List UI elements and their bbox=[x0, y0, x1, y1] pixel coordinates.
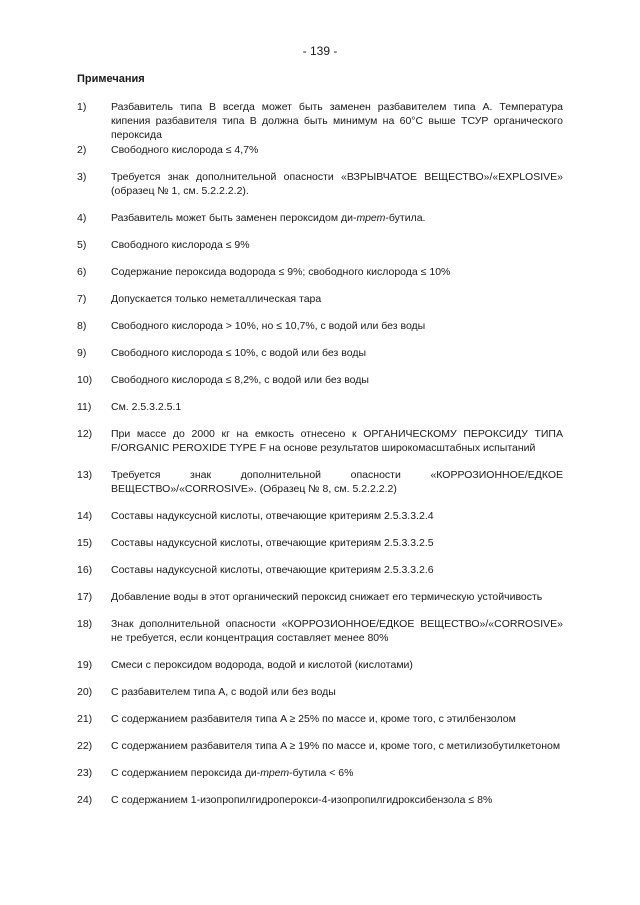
note-number: 1) bbox=[77, 101, 87, 113]
note-item bbox=[77, 400, 563, 414]
note-text: Допускается только неметаллическая тара bbox=[111, 293, 322, 305]
note-number: 11) bbox=[77, 401, 92, 413]
note-text: При массе до 2000 кг на емкость отнесено к ОРГАНИЧЕСКОМУ ПЕРОКСИДУ ТИПА F/ORGANIC PEROXIDE TYPE F на основе результатов широкомасштабных испытаний bbox=[111, 428, 563, 454]
note-number: 19) bbox=[77, 659, 93, 671]
note-number: 8) bbox=[77, 320, 87, 332]
note-text-part: С содержанием пероксида ди- bbox=[111, 767, 261, 779]
note-text: С разбавителем типа A, с водой или без воды bbox=[111, 686, 336, 698]
note-text-part: Разбавитель может быть заменен пероксидом ди- bbox=[111, 212, 357, 224]
note-number: 24) bbox=[77, 794, 93, 806]
note-text: Разбавитель типа B всегда может быть заменен разбавителем типа A. Температура кипения разбавителя типа B должна быть минимум на 60°C выше ТСУР органического пероксида bbox=[111, 101, 563, 141]
note-item bbox=[77, 590, 563, 604]
note-text: Свободного кислорода ≤ 10%, с водой или без воды bbox=[111, 347, 367, 359]
note-text: С содержанием 1-изопропилгидроперокси-4-изопропилгидроксибензола ≤ 8% bbox=[111, 794, 493, 806]
note-text: Свободного кислорода ≤ 4,7% bbox=[111, 144, 259, 156]
note-number: 13) bbox=[77, 469, 93, 481]
note-text bbox=[111, 211, 563, 225]
note-item bbox=[77, 658, 563, 672]
note-item bbox=[77, 563, 563, 577]
note-number: 9) bbox=[77, 347, 87, 359]
note-item bbox=[77, 427, 563, 455]
note-text-italic: трет bbox=[260, 767, 290, 779]
note-number: 2) bbox=[77, 144, 87, 156]
note-item bbox=[77, 536, 563, 550]
note-text: Требуется знак дополнительной опасности «ВЗРЫВЧАТОЕ ВЕЩЕСТВО»/«EXPLOSIVE» (образец № 1, см. 5.2.2.2.2). bbox=[111, 171, 563, 197]
note-item bbox=[77, 712, 563, 726]
note-item bbox=[77, 143, 563, 157]
note-item bbox=[77, 211, 563, 225]
page-number: - 139 - bbox=[302, 44, 338, 58]
note-number: 18) bbox=[77, 618, 93, 630]
note-number: 15) bbox=[77, 537, 93, 549]
note-text: См. 2.5.3.2.5.1 bbox=[111, 401, 182, 413]
note-number: 3) bbox=[77, 171, 87, 183]
note-number: 12) bbox=[77, 428, 93, 440]
note-item bbox=[77, 373, 563, 387]
note-item bbox=[77, 100, 563, 142]
note-text: Свободного кислорода ≤ 8,2%, с водой или без воды bbox=[111, 374, 369, 386]
note-item bbox=[77, 346, 563, 360]
note-number: 5) bbox=[77, 239, 87, 251]
note-text: Знак дополнительной опасности «КОРРОЗИОННОЕ/ЕДКОЕ ВЕЩЕСТВО»/«CORROSIVE» не требуется, если концентрация составляет менее 80% bbox=[111, 618, 563, 644]
note-text-part: -бутила < 6% bbox=[289, 767, 354, 779]
note-text: Содержание пероксида водорода ≤ 9%; свободного кислорода ≤ 10% bbox=[111, 266, 451, 278]
note-item bbox=[77, 265, 563, 279]
note-item bbox=[77, 319, 563, 333]
note-number: 16) bbox=[77, 564, 93, 576]
note-number: 7) bbox=[77, 293, 87, 305]
note-text: Составы надуксусной кислоты, отвечающие критериям 2.5.3.3.2.5 bbox=[111, 537, 434, 549]
note-item bbox=[77, 739, 563, 753]
note-text: Свободного кислорода > 10%, но ≤ 10,7%, с водой или без воды bbox=[111, 320, 426, 332]
note-text: С содержанием разбавителя типа A ≥ 19% по массе и, кроме того, с метилизобутилкетоном bbox=[111, 740, 561, 752]
note-number: 21) bbox=[77, 713, 93, 725]
note-item bbox=[77, 238, 563, 252]
note-number: 23) bbox=[77, 767, 93, 779]
note-text: Требуется знак дополнительной опасности «КОРРОЗИОННОЕ/ЕДКОЕ ВЕЩЕСТВО»/«CORROSIVE». (Образец № 8, см. 5.2.2.2.2) bbox=[111, 469, 563, 495]
note-text: Составы надуксусной кислоты, отвечающие критериям 2.5.3.3.2.4 bbox=[111, 510, 434, 522]
note-number: 22) bbox=[77, 740, 93, 752]
note-number: 10) bbox=[77, 374, 93, 386]
note-text: Смеси с пероксидом водорода, водой и кислотой (кислотами) bbox=[111, 659, 413, 671]
note-text bbox=[111, 766, 563, 780]
note-text: Составы надуксусной кислоты, отвечающие критериям 2.5.3.3.2.6 bbox=[111, 564, 434, 576]
note-item bbox=[77, 685, 563, 699]
note-item bbox=[77, 170, 563, 198]
note-item bbox=[77, 617, 563, 645]
note-number: 14) bbox=[77, 510, 93, 522]
note-number: 17) bbox=[77, 591, 93, 603]
section-title: Примечания bbox=[77, 73, 145, 85]
note-number: 4) bbox=[77, 212, 87, 224]
note-number: 20) bbox=[77, 686, 93, 698]
note-text: С содержанием разбавителя типа A ≥ 25% по массе и, кроме того, с этилбензолом bbox=[111, 713, 516, 725]
note-text: Добавление воды в этот органический пероксид снижает его термическую устойчивость bbox=[111, 591, 543, 603]
note-text-italic: трет bbox=[356, 212, 386, 224]
note-item bbox=[77, 292, 563, 306]
note-item bbox=[77, 793, 563, 807]
note-item bbox=[77, 766, 563, 780]
note-number: 6) bbox=[77, 266, 87, 278]
note-text: Свободного кислорода ≤ 9% bbox=[111, 239, 250, 251]
note-item bbox=[77, 509, 563, 523]
note-text-part: -бутила. bbox=[385, 212, 426, 224]
note-item bbox=[77, 468, 563, 496]
